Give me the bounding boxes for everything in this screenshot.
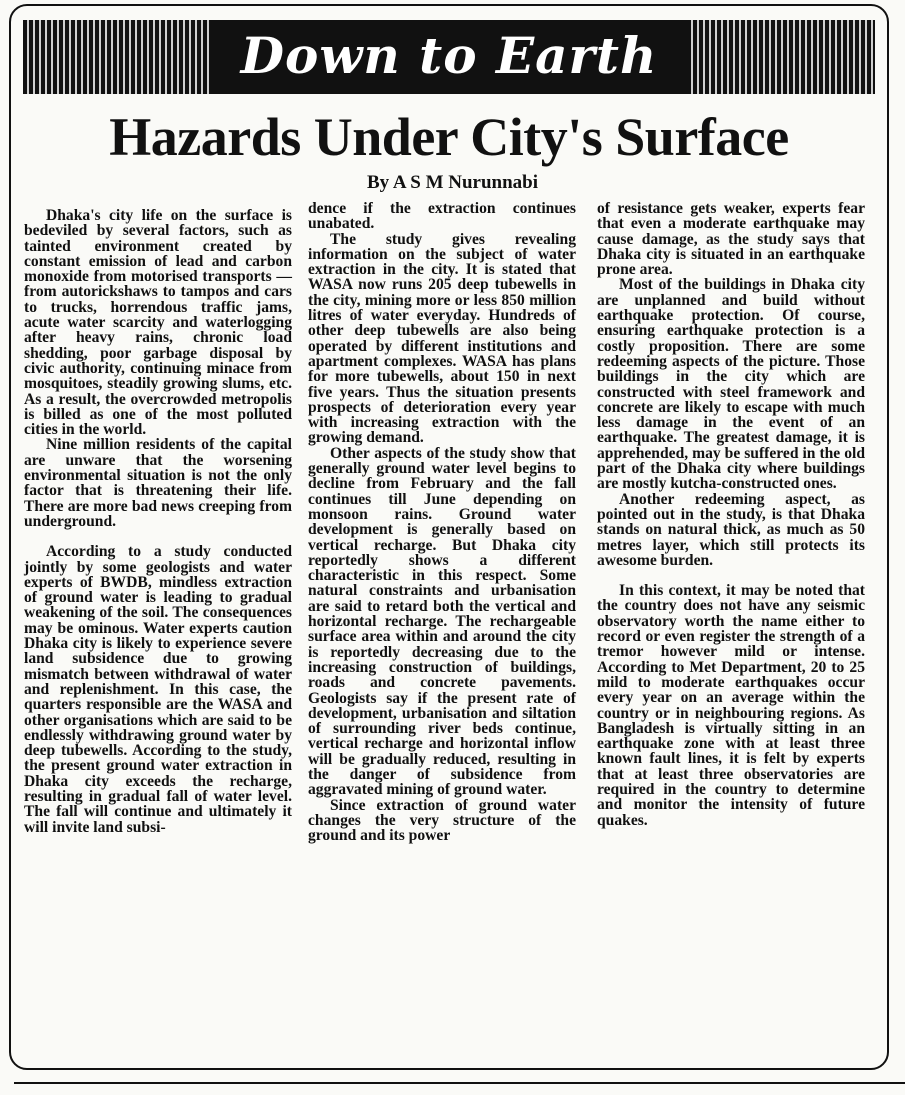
paragraph: Another redeeming aspect, as pointed out in the study, is that Dhaka stands on natural thick, as much as 50 metres layer, which still protects its awesome burden. <box>597 490 865 569</box>
paragraph: Dhaka's city life on the surface is bedeviled by several factors, such as tainted environment created by constant emission of lead and carbon monoxide from motorised transports — from autorickshaws to tampos and cars to trucks, horrendous traffic jams, acute water scarcity and waterlogging after heavy rains, chronic load shedding, poor garbage disposal by civic authority, continuing minace from mosquitoes, steadily growing slums, etc. As a result, the overcrowded metropolis is billed as one of the most polluted cities in the world. <box>24 207 292 439</box>
byline: By A S M Nurunnabi <box>366 172 539 193</box>
article-column-3 <box>597 201 865 828</box>
paragraph: According to a study conducted jointly by some geologists and water experts of BWDB, mindless extraction of ground water is leading to gradual weakening of the soil. The consequences may be ominous. Water experts caution Dhaka city is likely to experience severe land subsidence due to growing mismatch between withdrawal of water and replenishment. In this case, the quarters responsible are the WASA and other organisations which are said to be endlessly withdrawing ground water by deep tubewells. According to the study, the present ground water extraction in Dhaka city exceeds the recharge, resulting in gradual fall of water level. The fall will continue and ultimately it will invite land subsi- <box>24 543 292 836</box>
paragraph: The study gives revealing information on the subject of water extraction in the city. It is stated that WASA now runs 205 deep tubewells in the city, mining more or less 850 million litres of water everyday. Hundreds of other deep tubewells are also being operated by different institutions and apartment complexes. WASA has plans for more tubewells, about 150 in next five years. Thus the situation presents prospects of deterioration every year with increasing extraction with the growing demand. <box>308 230 576 447</box>
section-title: Down to Earth <box>240 26 658 85</box>
paragraph: Since extraction of ground water changes the very structure of the ground and its power <box>308 796 576 845</box>
paragraph: Other aspects of the study show that generally ground water level begins to decline from February and the fall continues till June depending on monsoon rains. Ground water development is generally based on vertical recharge. But Dhaka city reportedly shows a different characteristic in this respect. Some natural constraints and urbanisation are said to retard both the vertical and horizontal recharge. The rechargeable surface area within and around the city is reportedly decreasing due to the increasing construction of buildings, roads and concrete pavements. Geologists say if the present rate of development, urbanisation and siltation of surrounding river beds continue, vertical recharge and horizontal inflow will be gradually reduced, resulting in the danger of subsidence from aggravated mining of ground water. <box>308 444 576 799</box>
page-rule <box>14 1082 905 1084</box>
article-column-2 <box>308 201 576 843</box>
paragraph: dence if the extraction continues unabated. <box>308 200 576 233</box>
paragraph: In this context, it may be noted that the country does not have any seismic observatory worth the name either to record or even register the strength of a tremor however mild or intense. According to Met Department, 20 to 25 mild to moderate earthquakes occur every year on an average within the country or in neighbouring regions. As Bangladesh is virtually sitting in an earthquake zone with at least three known fault lines, it is felt by experts that at least three observatories are required in the country to determine and monitor the intensity of future quakes. <box>597 582 865 829</box>
paragraph: Most of the buildings in Dhaka city are unplanned and build without earthquake protection. Of course, ensuring earthquake protection is a costly proposition. There are some redeeming aspects of the picture. Those buildings in the city which are constructed with steel framework and concrete are likely to escape with much less damage in the event of an earthquake. The greatest damage, it is apprehended, may be suffered in the old part of the Dhaka city where buildings are mostly kutcha-constructed ones. <box>597 276 865 493</box>
article-column-1 <box>24 208 292 835</box>
section-banner <box>23 20 875 94</box>
paragraph: of resistance gets weaker, experts fear that even a moderate earthquake may cause damage, as the study says that Dhaka city is situated in an earthquake prone area. <box>597 200 865 279</box>
paragraph: Nine million residents of the capital are unware that the worsening environmental situation is not the only factor that is threatening their life. There are more bad news creeping from underground. <box>24 436 292 530</box>
headline: Hazards Under City's Surface <box>109 107 789 167</box>
